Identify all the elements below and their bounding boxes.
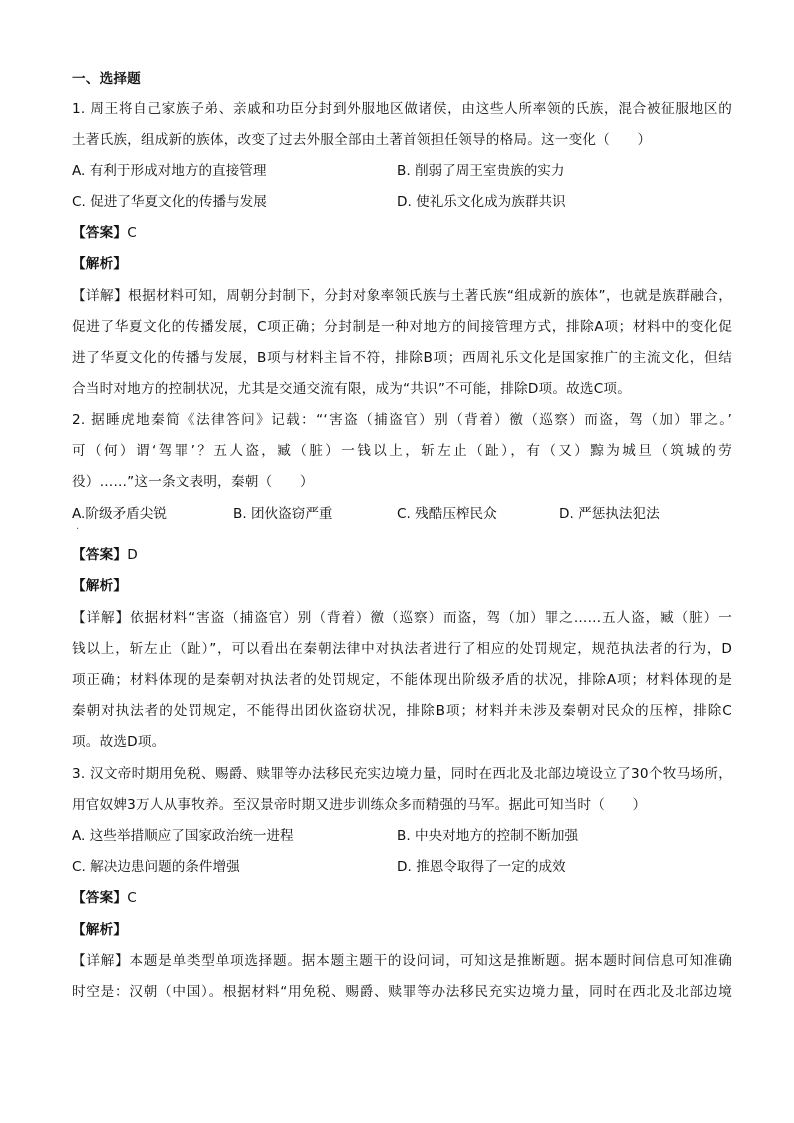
option-b: B. 中央对地方的控制不断加强	[397, 828, 579, 844]
answer-value: C	[127, 225, 137, 241]
question-stem-line: 土著氏族，组成新的族体，改变了过去外服全部由土著首领担任领导的格局。这一变化（ ）	[72, 132, 652, 148]
option-c: C. 促进了华夏文化的传播与发展	[72, 194, 267, 210]
analysis-label: 【解析】	[72, 578, 128, 594]
question-stem-line: 役）……”这一条文表明，秦朝（ ）	[72, 474, 314, 490]
answer-label: 【答案】	[72, 547, 128, 563]
answer-label: 【答案】	[72, 890, 128, 906]
detail-line: 项正确；材料体现的是秦朝对执法者的处罚规定，不能体现出阶级矛盾的状况，排除A项；材料体现的是	[72, 672, 732, 688]
detail-line: 促进了华夏文化的传播发展，C项正确；分封制是一种对地方的间接管理方式，排除A项；材料中的变化促	[72, 319, 732, 335]
analysis-label: 【解析】	[72, 256, 128, 272]
analysis-label: 【解析】	[72, 922, 128, 938]
option-a: A. 这些举措顺应了国家政治统一进程	[72, 828, 294, 844]
option-a: A. 有利于形成对地方的直接管理	[72, 163, 267, 179]
detail-line: 合当时对地方的控制状况，尤其是交通交流有限，成为“共识”不可能，排除D项。故选C项。	[72, 381, 632, 397]
detail-line: 【详解】本题是单类型单项选择题。据本题主题干的设问词，可知这是推断题。据本题时间信息可知准确	[72, 953, 732, 969]
answer-line	[72, 545, 732, 565]
option-c: C. 残酷压榨民众	[397, 506, 497, 522]
option-b: B. 团伙盗窃严重	[233, 506, 333, 522]
stray-dot-mark: ·	[76, 524, 80, 535]
detail-line: 秦朝对执法者的处罚规定，不能得出团伙盗窃状况，排除B项；材料并未涉及秦朝对民众的压榨，排除C	[72, 703, 732, 719]
detail-line: 项。故选D项。	[72, 734, 166, 750]
question-stem-line: 用官奴婢3万人从事牧养。至汉景帝时期又进步训练众多而精强的马军。据此可知当时（ ）	[72, 797, 647, 813]
option-d: D. 严惩执法犯法	[559, 506, 660, 522]
question-stem-line: 1. 周王将自己家族子弟、亲戚和功臣分封到外服地区做诸侯，由这些人所率领的氏族，混合被征服地区的	[72, 101, 732, 117]
question-stem-line: 3. 汉文帝时期用免税、赐爵、赎罪等办法移民充实边境力量，同时在西北及北部边境设立了30个牧马场所，	[72, 766, 732, 782]
option-b: B. 削弱了周王室贵族的实力	[397, 163, 565, 179]
answer-line	[72, 223, 732, 243]
option-a: A.阶级矛盾尖锐	[72, 506, 167, 522]
option-d: D. 使礼乐文化成为族群共识	[397, 194, 566, 210]
detail-line: 【详解】根据材料可知，周朝分封制下，分封对象率领氏族与土著氏族“组成新的族体”，也就是族群融合，	[72, 288, 732, 304]
answer-value: C	[127, 890, 137, 906]
option-d: D. 推恩令取得了一定的成效	[397, 859, 566, 875]
question-stem-line: 2. 据睡虎地秦简《法律答问》记载：“‘害盗（捕盗官）别（背着）徼（巡察）而盗，驾（加）罪之。’	[72, 412, 732, 428]
section-title: 一、选择题	[72, 71, 141, 87]
answer-line	[72, 888, 732, 908]
detail-line: 钱以上，斩左止（趾）”，可以看出在秦朝法律中对执法者进行了相应的处罚规定，规范执法者的行为，D	[72, 641, 732, 657]
detail-line: 【详解】依据材料“害盗（捕盗官）别（背着）徼（巡察）而盗，驾（加）罪之……五人盗，臧（脏）一	[72, 610, 732, 626]
answer-label: 【答案】	[72, 225, 128, 241]
answer-value: D	[127, 547, 138, 563]
question-stem-line: 可（何）谓‘驾罪’？五人盗，臧（脏）一钱以上，斩左止（趾），有（又）黥为城旦（筑城的劳	[72, 443, 732, 459]
detail-line: 时空是：汉朝（中国）。根据材料“用免税、赐爵、赎罪等办法移民充实边境力量，同时在西北及北部边境	[72, 984, 732, 1000]
option-c: C. 解决边患问题的条件增强	[72, 859, 240, 875]
detail-line: 进了华夏文化的传播与发展，B项与材料主旨不符，排除B项；西周礼乐文化是国家推广的主流文化，但结	[72, 350, 732, 366]
